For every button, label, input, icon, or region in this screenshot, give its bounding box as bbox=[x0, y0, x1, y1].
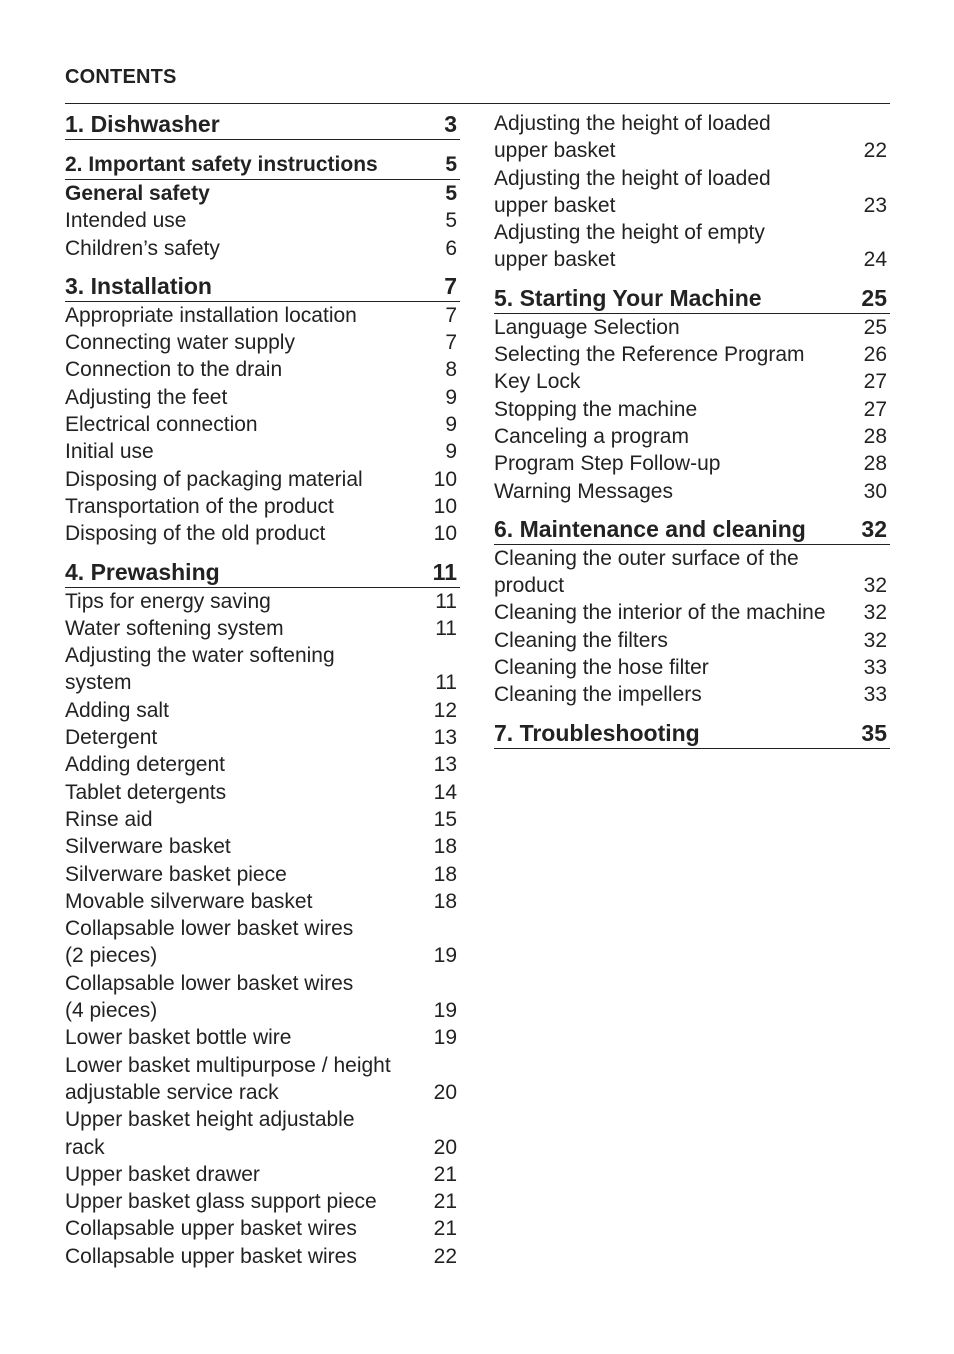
toc-entry[interactable] bbox=[494, 368, 890, 395]
toc-entry[interactable] bbox=[65, 642, 460, 697]
toc-entry[interactable] bbox=[65, 1188, 460, 1215]
entry-page-number: 13 bbox=[433, 753, 457, 777]
entry-page-number: 13 bbox=[433, 726, 457, 750]
entry-page-number: 22 bbox=[433, 1244, 457, 1268]
toc-entry[interactable] bbox=[494, 314, 890, 341]
entry-label: Rinse aid bbox=[65, 807, 153, 831]
entry-page-number: 10 bbox=[433, 467, 457, 491]
toc-section bbox=[65, 272, 460, 548]
entry-label: Adjusting the height of empty upper basket bbox=[494, 221, 765, 272]
entry-label: Disposing of packaging material bbox=[65, 467, 363, 491]
entry-label: Children’s safety bbox=[65, 236, 220, 260]
toc-entry[interactable] bbox=[65, 235, 460, 262]
toc-section bbox=[65, 558, 460, 1270]
entry-label: Cleaning the filters bbox=[494, 628, 668, 652]
toc-entry[interactable] bbox=[494, 423, 890, 450]
toc-entry[interactable] bbox=[65, 1106, 460, 1161]
toc-entry[interactable] bbox=[65, 806, 460, 833]
entry-page-number: 18 bbox=[433, 862, 457, 886]
entry-label: Key Lock bbox=[494, 370, 581, 394]
entry-page-number: 28 bbox=[863, 452, 887, 476]
toc-entry[interactable] bbox=[494, 219, 890, 274]
entry-label: Transportation of the product bbox=[65, 494, 334, 518]
entry-page-number: 32 bbox=[863, 628, 887, 652]
entry-label: Adjusting the water softening system bbox=[65, 644, 335, 695]
entry-page-number: 22 bbox=[863, 139, 887, 163]
entry-page-number: 6 bbox=[445, 236, 457, 260]
entry-label: Movable silverware basket bbox=[65, 889, 313, 913]
toc-entry[interactable] bbox=[494, 450, 890, 477]
entry-page-number: 10 bbox=[433, 522, 457, 546]
toc-column-left bbox=[65, 110, 460, 1280]
section-title: 4. Prewashing bbox=[65, 558, 220, 585]
toc-section-heading[interactable] bbox=[65, 558, 460, 588]
toc-section-heading[interactable] bbox=[65, 110, 460, 140]
entry-page-number: 11 bbox=[435, 671, 457, 695]
section-page-number: 3 bbox=[444, 111, 457, 137]
toc-entry[interactable] bbox=[65, 302, 460, 329]
toc-entry[interactable] bbox=[65, 724, 460, 751]
section-page-number: 35 bbox=[861, 719, 887, 746]
toc-entry[interactable] bbox=[65, 615, 460, 642]
section-title: 6. Maintenance and cleaning bbox=[494, 515, 806, 542]
section-page-number: 32 bbox=[861, 515, 887, 542]
section-title: 1. Dishwasher bbox=[65, 111, 220, 137]
toc-entry[interactable] bbox=[65, 207, 460, 234]
toc-entry[interactable] bbox=[65, 466, 460, 493]
toc-entry[interactable] bbox=[65, 861, 460, 888]
toc-entry[interactable] bbox=[494, 341, 890, 368]
toc-entry[interactable] bbox=[494, 681, 890, 708]
entry-page-number: 23 bbox=[863, 193, 887, 217]
entry-label: Canceling a program bbox=[494, 424, 689, 448]
entry-label: Cleaning the impellers bbox=[494, 683, 702, 707]
entry-label: Silverware basket bbox=[65, 835, 231, 859]
entry-label: Detergent bbox=[65, 726, 158, 750]
toc-entry[interactable] bbox=[494, 599, 890, 626]
entry-label: Collapsable upper basket wires bbox=[65, 1244, 357, 1268]
toc-entry[interactable] bbox=[65, 970, 460, 1025]
entry-label: Adjusting the feet bbox=[65, 385, 228, 409]
entry-label: Silverware basket piece bbox=[65, 862, 287, 886]
section-page-number: 25 bbox=[861, 284, 887, 311]
section-page-number: 11 bbox=[432, 558, 457, 585]
entry-page-number: 19 bbox=[433, 1026, 457, 1050]
entry-label: Language Selection bbox=[494, 315, 680, 339]
entry-page-number: 33 bbox=[863, 656, 887, 680]
entry-page-number: 18 bbox=[433, 889, 457, 913]
toc-section-heading[interactable] bbox=[65, 150, 460, 180]
toc-entry[interactable] bbox=[494, 396, 890, 423]
entry-page-number: 8 bbox=[445, 358, 457, 382]
entry-label: Adjusting the height of loaded upper basket bbox=[494, 112, 771, 163]
entry-page-number: 20 bbox=[433, 1080, 457, 1104]
toc-section bbox=[494, 284, 890, 505]
entry-label: Cleaning the interior of the machine bbox=[494, 601, 826, 625]
entry-label: Upper basket height adjustable rack bbox=[65, 1108, 355, 1159]
toc-entry[interactable] bbox=[65, 438, 460, 465]
toc-section bbox=[494, 719, 890, 749]
entry-page-number: 24 bbox=[863, 248, 887, 272]
toc-entry[interactable] bbox=[65, 779, 460, 806]
entry-page-number: 12 bbox=[433, 698, 457, 722]
toc-entry[interactable] bbox=[65, 356, 460, 383]
entry-label: Collapsable lower basket wires (4 pieces) bbox=[65, 971, 354, 1023]
entry-page-number: 9 bbox=[445, 440, 457, 464]
entry-label: Lower basket bottle wire bbox=[65, 1026, 292, 1050]
toc-entry[interactable] bbox=[65, 1052, 460, 1107]
toc-entry[interactable] bbox=[65, 1161, 460, 1188]
section-title: 5. Starting Your Machine bbox=[494, 284, 762, 311]
entry-label: Tips for energy saving bbox=[65, 589, 271, 613]
toc-section bbox=[65, 110, 460, 140]
entry-label: Electrical connection bbox=[65, 413, 258, 437]
entry-page-number: 32 bbox=[863, 601, 887, 625]
toc-section bbox=[65, 150, 460, 262]
entry-page-number: 33 bbox=[863, 683, 887, 707]
entry-label: Adding salt bbox=[65, 698, 169, 722]
toc-entry[interactable] bbox=[494, 478, 890, 505]
entry-page-number: 25 bbox=[863, 315, 887, 339]
toc-section-heading[interactable] bbox=[494, 515, 890, 545]
toc-column-right bbox=[494, 110, 890, 759]
entry-label: Intended use bbox=[65, 209, 187, 233]
entry-page-number: 30 bbox=[863, 479, 887, 503]
section-page-number: 7 bbox=[444, 272, 457, 299]
entry-page-number: 32 bbox=[863, 574, 887, 598]
section-title: 3. Installation bbox=[65, 272, 212, 299]
toc-entry[interactable] bbox=[65, 329, 460, 356]
section-page-number: 5 bbox=[445, 153, 457, 176]
entry-page-number: 18 bbox=[433, 835, 457, 859]
entry-label: Disposing of the old product bbox=[65, 522, 326, 546]
toc-entry[interactable] bbox=[65, 751, 460, 778]
entry-label: Adding detergent bbox=[65, 753, 225, 777]
toc-entry[interactable] bbox=[65, 411, 460, 438]
entry-label: Appropriate installation location bbox=[65, 303, 357, 327]
entry-page-number: 19 bbox=[433, 999, 457, 1023]
page-title: CONTENTS bbox=[65, 66, 177, 88]
toc-entry[interactable] bbox=[494, 110, 890, 165]
toc-section-heading[interactable] bbox=[494, 719, 890, 749]
toc-entry[interactable] bbox=[494, 654, 890, 681]
entry-page-number: 26 bbox=[863, 343, 887, 367]
toc-entry[interactable] bbox=[65, 384, 460, 411]
entry-page-number: 21 bbox=[433, 1217, 457, 1241]
toc-entry[interactable] bbox=[65, 520, 460, 547]
entry-label: Adjusting the height of loaded upper basket bbox=[494, 166, 771, 217]
entry-page-number: 10 bbox=[433, 494, 457, 518]
entry-page-number: 20 bbox=[433, 1135, 457, 1159]
section-title: 2. Important safety instructions bbox=[65, 153, 378, 176]
toc-section-heading[interactable] bbox=[65, 272, 460, 302]
entry-label: Tablet detergents bbox=[65, 780, 227, 804]
entry-label: General safety bbox=[65, 182, 210, 205]
entry-label: Initial use bbox=[65, 440, 154, 464]
toc-section-heading[interactable] bbox=[494, 284, 890, 314]
toc-entry[interactable] bbox=[65, 1243, 460, 1270]
entry-page-number: 21 bbox=[433, 1190, 457, 1214]
entry-page-number: 15 bbox=[433, 807, 457, 831]
toc-section bbox=[494, 515, 890, 709]
top-divider bbox=[65, 103, 890, 104]
toc-entry[interactable] bbox=[494, 165, 890, 220]
toc-entry[interactable] bbox=[65, 1024, 460, 1051]
entry-label: Upper basket drawer bbox=[65, 1162, 260, 1186]
entry-page-number: 9 bbox=[445, 413, 457, 437]
toc-entry[interactable] bbox=[494, 545, 890, 600]
entry-page-number: 9 bbox=[445, 385, 457, 409]
toc-entry[interactable] bbox=[65, 915, 460, 970]
entry-page-number: 11 bbox=[435, 589, 457, 613]
entry-label: Stopping the machine bbox=[494, 397, 698, 421]
entry-label: Water softening system bbox=[65, 616, 284, 640]
section-title: 7. Troubleshooting bbox=[494, 719, 700, 746]
toc-entry[interactable] bbox=[65, 697, 460, 724]
entry-page-number: 27 bbox=[863, 370, 887, 394]
entry-label: Connection to the drain bbox=[65, 358, 283, 382]
entry-label: Selecting the Reference Program bbox=[494, 343, 805, 367]
entry-page-number: 19 bbox=[433, 944, 457, 968]
entry-label: Connecting water supply bbox=[65, 331, 295, 355]
entry-label: Lower basket multipurpose / height adjustable service rack bbox=[65, 1053, 391, 1104]
entry-label: Collapsable upper basket wires bbox=[65, 1217, 357, 1241]
toc-entry[interactable] bbox=[494, 627, 890, 654]
toc-entry[interactable] bbox=[65, 833, 460, 860]
toc-entry[interactable] bbox=[65, 888, 460, 915]
entry-label: Program Step Follow-up bbox=[494, 452, 721, 476]
entry-page-number: 5 bbox=[445, 182, 457, 205]
entry-page-number: 14 bbox=[433, 780, 457, 804]
toc-entry[interactable] bbox=[65, 493, 460, 520]
entry-label: Cleaning the hose filter bbox=[494, 656, 709, 680]
entry-page-number: 11 bbox=[435, 616, 457, 640]
entry-label: Upper basket glass support piece bbox=[65, 1190, 377, 1214]
toc-entry[interactable] bbox=[65, 1215, 460, 1242]
entry-page-number: 7 bbox=[445, 331, 457, 355]
entry-page-number: 21 bbox=[433, 1162, 457, 1186]
entry-page-number: 28 bbox=[863, 424, 887, 448]
entry-label: Cleaning the outer surface of the product bbox=[494, 546, 799, 598]
toc-section bbox=[494, 110, 890, 274]
toc-entry[interactable] bbox=[65, 588, 460, 615]
entry-label: Collapsable lower basket wires (2 pieces) bbox=[65, 917, 354, 968]
entry-page-number: 7 bbox=[445, 303, 457, 327]
entry-page-number: 27 bbox=[863, 397, 887, 421]
entry-page-number: 5 bbox=[445, 209, 457, 233]
toc-entry[interactable] bbox=[65, 180, 460, 207]
entry-label: Warning Messages bbox=[494, 479, 673, 503]
